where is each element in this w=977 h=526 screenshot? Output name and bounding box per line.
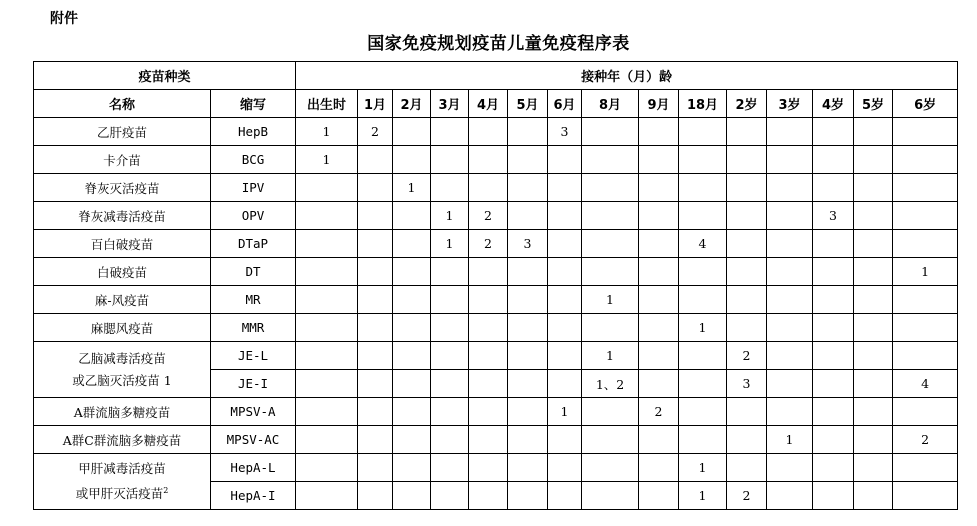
dose-cell [431,174,469,202]
dose-cell [431,286,469,314]
dose-cell [767,258,813,286]
vaccine-type-header: 疫苗种类 [34,62,296,90]
dose-cell [813,286,854,314]
age-column-header: 5月 [508,90,548,118]
vaccine-name-cell: 白破疫苗 [34,258,211,286]
header-row-group [34,62,958,90]
dose-cell: 2 [727,342,767,370]
vaccine-name-cell: 卡介苗 [34,146,211,174]
dose-cell [431,118,469,146]
dose-cell [639,426,679,454]
dose-cell [469,146,508,174]
vaccine-abbr-cell: MPSV-A [211,398,296,426]
vaccine-abbr-cell: BCG [211,146,296,174]
footnote-marker: 2 [163,485,169,495]
vaccine-abbr-cell: HepB [211,118,296,146]
dose-cell [508,202,548,230]
dose-cell [813,258,854,286]
table-row [34,146,958,174]
dose-cell [508,174,548,202]
dose-cell [893,398,958,426]
dose-cell [393,230,431,258]
dose-cell [639,230,679,258]
dose-cell [893,118,958,146]
dose-cell [639,370,679,398]
dose-cell: 2 [358,118,393,146]
dose-cell [854,286,893,314]
dose-cell [767,370,813,398]
name-column-header: 名称 [34,90,211,118]
age-column-header: 出生时 [296,90,358,118]
dose-cell [431,314,469,342]
dose-cell [548,174,582,202]
dose-cell [358,258,393,286]
dose-cell: 2 [727,482,767,510]
dose-cell [854,426,893,454]
dose-cell [767,118,813,146]
dose-cell [582,482,639,510]
dose-cell [548,146,582,174]
dose-cell [893,202,958,230]
dose-cell [431,398,469,426]
dose-cell: 1 [393,174,431,202]
dose-cell [393,370,431,398]
dose-cell [679,370,727,398]
vaccine-abbr-cell: HepA-L [211,454,296,482]
vaccine-abbr-cell: MR [211,286,296,314]
dose-cell [813,314,854,342]
dose-cell [508,482,548,510]
table-row [34,118,958,146]
dose-cell [679,146,727,174]
dose-cell [767,286,813,314]
dose-cell [469,286,508,314]
dose-cell [548,202,582,230]
dose-cell [548,258,582,286]
age-column-header: 1月 [358,90,393,118]
dose-cell [393,314,431,342]
vaccine-name-cell: A群C群流脑多糖疫苗 [34,426,211,454]
dose-cell [813,118,854,146]
dose-cell [393,286,431,314]
dose-cell: 1 [679,482,727,510]
vaccine-name-cell: 麻-风疫苗 [34,286,211,314]
dose-cell [639,258,679,286]
dose-cell [296,454,358,482]
dose-cell [393,482,431,510]
vaccine-abbr-cell: DT [211,258,296,286]
age-column-header: 18月 [679,90,727,118]
dose-cell [767,314,813,342]
dose-cell [358,146,393,174]
dose-cell [854,398,893,426]
dose-cell [296,258,358,286]
dose-cell [431,454,469,482]
dose-cell [767,146,813,174]
dose-cell [813,398,854,426]
dose-cell [296,342,358,370]
dose-cell [358,314,393,342]
dose-cell [639,482,679,510]
dose-cell [393,202,431,230]
dose-cell [727,314,767,342]
dose-cell [582,202,639,230]
dose-cell [296,398,358,426]
dose-cell: 1 [296,146,358,174]
dose-cell [582,398,639,426]
dose-cell [358,370,393,398]
dose-cell [508,286,548,314]
age-column-header: 6岁 [893,90,958,118]
vaccine-abbr-cell: OPV [211,202,296,230]
dose-cell [431,482,469,510]
dose-cell [679,258,727,286]
dose-cell [393,398,431,426]
dose-cell [431,426,469,454]
dose-cell [727,454,767,482]
dose-cell: 1 [893,258,958,286]
dose-cell [469,370,508,398]
table-row [34,258,958,286]
dose-cell [582,314,639,342]
vaccine-name-cell [34,454,211,510]
dose-cell: 1 [679,454,727,482]
dose-cell [548,230,582,258]
dose-cell [813,370,854,398]
vaccine-abbr-cell: MMR [211,314,296,342]
dose-cell [854,202,893,230]
age-column-header: 9月 [639,90,679,118]
dose-cell [854,370,893,398]
dose-cell [854,482,893,510]
dose-cell [431,146,469,174]
dose-cell [727,146,767,174]
dose-cell [854,454,893,482]
dose-cell [679,342,727,370]
dose-cell [727,258,767,286]
table-row [34,202,958,230]
header-row-columns [34,90,958,118]
vaccine-abbr-cell: JE-I [211,370,296,398]
dose-cell [469,314,508,342]
dose-cell [893,314,958,342]
dose-cell [582,118,639,146]
dose-cell [358,398,393,426]
dose-cell [854,174,893,202]
vaccine-name-line: 或甲肝灭活疫苗 [75,486,164,502]
dose-cell [548,426,582,454]
dose-cell [727,398,767,426]
dose-cell [893,482,958,510]
dose-cell [582,174,639,202]
vaccine-abbr-cell: MPSV-AC [211,426,296,454]
age-column-header: 8月 [582,90,639,118]
dose-cell: 1 [431,230,469,258]
dose-cell [548,342,582,370]
vaccine-name-cell: 百白破疫苗 [34,230,211,258]
dose-cell [296,314,358,342]
dose-cell [767,454,813,482]
dose-cell [508,258,548,286]
age-column-header: 5岁 [854,90,893,118]
dose-cell: 1 [767,426,813,454]
dose-cell [469,342,508,370]
table-row [34,342,958,370]
vaccine-name-cell: 麻腮风疫苗 [34,314,211,342]
dose-cell [639,118,679,146]
dose-cell [582,454,639,482]
dose-cell [548,454,582,482]
dose-cell [893,230,958,258]
dose-cell [727,230,767,258]
dose-cell: 4 [893,370,958,398]
dose-cell [393,146,431,174]
dose-cell [431,258,469,286]
dose-cell [393,454,431,482]
dose-cell [469,426,508,454]
dose-cell [393,118,431,146]
table-row [34,398,958,426]
table-row [34,314,958,342]
dose-cell [813,482,854,510]
dose-cell [469,118,508,146]
dose-cell [508,454,548,482]
dose-cell [296,202,358,230]
table-row [34,454,958,482]
dose-cell [727,202,767,230]
dose-cell [639,342,679,370]
dose-cell [639,174,679,202]
dose-cell [431,370,469,398]
dose-cell: 1、2 [582,370,639,398]
dose-cell: 3 [548,118,582,146]
dose-cell [727,426,767,454]
dose-cell [639,454,679,482]
dose-cell [639,202,679,230]
dose-cell [358,174,393,202]
dose-cell [582,230,639,258]
dose-cell [548,314,582,342]
dose-cell [358,426,393,454]
dose-cell [582,426,639,454]
dose-cell: 1 [296,118,358,146]
dose-cell [854,118,893,146]
dose-cell [813,146,854,174]
dose-cell [813,426,854,454]
dose-cell: 1 [431,202,469,230]
dose-cell [813,342,854,370]
dose-cell [639,314,679,342]
dose-cell: 3 [508,230,548,258]
dose-cell [893,174,958,202]
vaccine-name-line: 或乙脑灭活疫苗 1 [72,372,172,388]
dose-cell [893,146,958,174]
age-column-header: 2岁 [727,90,767,118]
dose-cell [767,342,813,370]
dose-cell [393,426,431,454]
dose-cell [893,342,958,370]
dose-cell [679,286,727,314]
dose-cell [393,258,431,286]
age-column-header: 3月 [431,90,469,118]
vaccine-name-cell [34,342,211,398]
dose-cell: 2 [893,426,958,454]
age-column-header: 4月 [469,90,508,118]
dose-cell [767,174,813,202]
dose-cell [679,174,727,202]
dose-cell [393,342,431,370]
dose-cell [813,454,854,482]
table-row [34,230,958,258]
dose-cell: 3 [813,202,854,230]
dose-cell [296,230,358,258]
dose-cell [727,286,767,314]
table-row [34,286,958,314]
vaccine-name-line: 乙脑减毒活疫苗 [78,350,166,366]
dose-cell [639,286,679,314]
dose-cell [508,342,548,370]
dose-cell [854,314,893,342]
dose-cell [854,342,893,370]
dose-cell [727,174,767,202]
age-column-header: 3岁 [767,90,813,118]
dose-cell [358,342,393,370]
dose-cell [358,454,393,482]
dose-cell [469,258,508,286]
dose-cell [893,286,958,314]
dose-cell: 2 [469,230,508,258]
dose-cell [548,370,582,398]
dose-cell [639,146,679,174]
dose-cell [358,202,393,230]
dose-cell [508,426,548,454]
dose-cell [679,426,727,454]
dose-cell [469,174,508,202]
dose-cell [469,482,508,510]
vaccine-name-cell: 脊灰灭活疫苗 [34,174,211,202]
dose-cell [508,118,548,146]
dose-cell [813,230,854,258]
dose-cell [508,398,548,426]
dose-cell [431,342,469,370]
dose-cell [679,398,727,426]
abbr-column-header: 缩写 [211,90,296,118]
dose-cell [893,454,958,482]
dose-cell: 1 [548,398,582,426]
vaccine-name-line: 甲肝减毒活疫苗 [78,460,166,476]
dose-cell [358,230,393,258]
vaccine-abbr-cell: DTaP [211,230,296,258]
dose-cell [469,454,508,482]
dose-cell: 4 [679,230,727,258]
vaccine-name-cell: A群流脑多糖疫苗 [34,398,211,426]
dose-cell [296,370,358,398]
dose-cell [767,230,813,258]
vaccine-name-cell: 乙肝疫苗 [34,118,211,146]
dose-cell: 1 [679,314,727,342]
immunization-schedule-table [33,61,958,510]
dose-cell [508,370,548,398]
dose-cell [854,258,893,286]
dose-cell [508,314,548,342]
dose-cell: 2 [469,202,508,230]
dose-cell [767,398,813,426]
dose-cell [854,146,893,174]
dose-cell [767,482,813,510]
dose-cell [358,286,393,314]
age-group-header: 接种年（月）龄 [296,62,958,90]
dose-cell: 1 [582,342,639,370]
dose-cell [296,174,358,202]
age-column-header: 6月 [548,90,582,118]
age-column-header: 2月 [393,90,431,118]
dose-cell [854,230,893,258]
dose-cell [296,482,358,510]
dose-cell [679,202,727,230]
dose-cell [767,202,813,230]
dose-cell [469,398,508,426]
vaccine-name-cell: 脊灰减毒活疫苗 [34,202,211,230]
page-title: 国家免疫规划疫苗儿童免疫程序表 [367,34,630,54]
table-row [34,426,958,454]
vaccine-abbr-cell: HepA-I [211,482,296,510]
vaccine-abbr-cell: IPV [211,174,296,202]
dose-cell [679,118,727,146]
dose-cell: 3 [727,370,767,398]
dose-cell [813,174,854,202]
age-column-header: 4岁 [813,90,854,118]
dose-cell [727,118,767,146]
dose-cell [358,482,393,510]
dose-cell [548,482,582,510]
dose-cell [582,258,639,286]
dose-cell [582,146,639,174]
dose-cell [296,286,358,314]
dose-cell: 1 [582,286,639,314]
vaccine-abbr-cell: JE-L [211,342,296,370]
dose-cell [296,426,358,454]
table-row [34,174,958,202]
attachment-label: 附件 [50,11,78,27]
dose-cell: 2 [639,398,679,426]
dose-cell [508,146,548,174]
dose-cell [548,286,582,314]
